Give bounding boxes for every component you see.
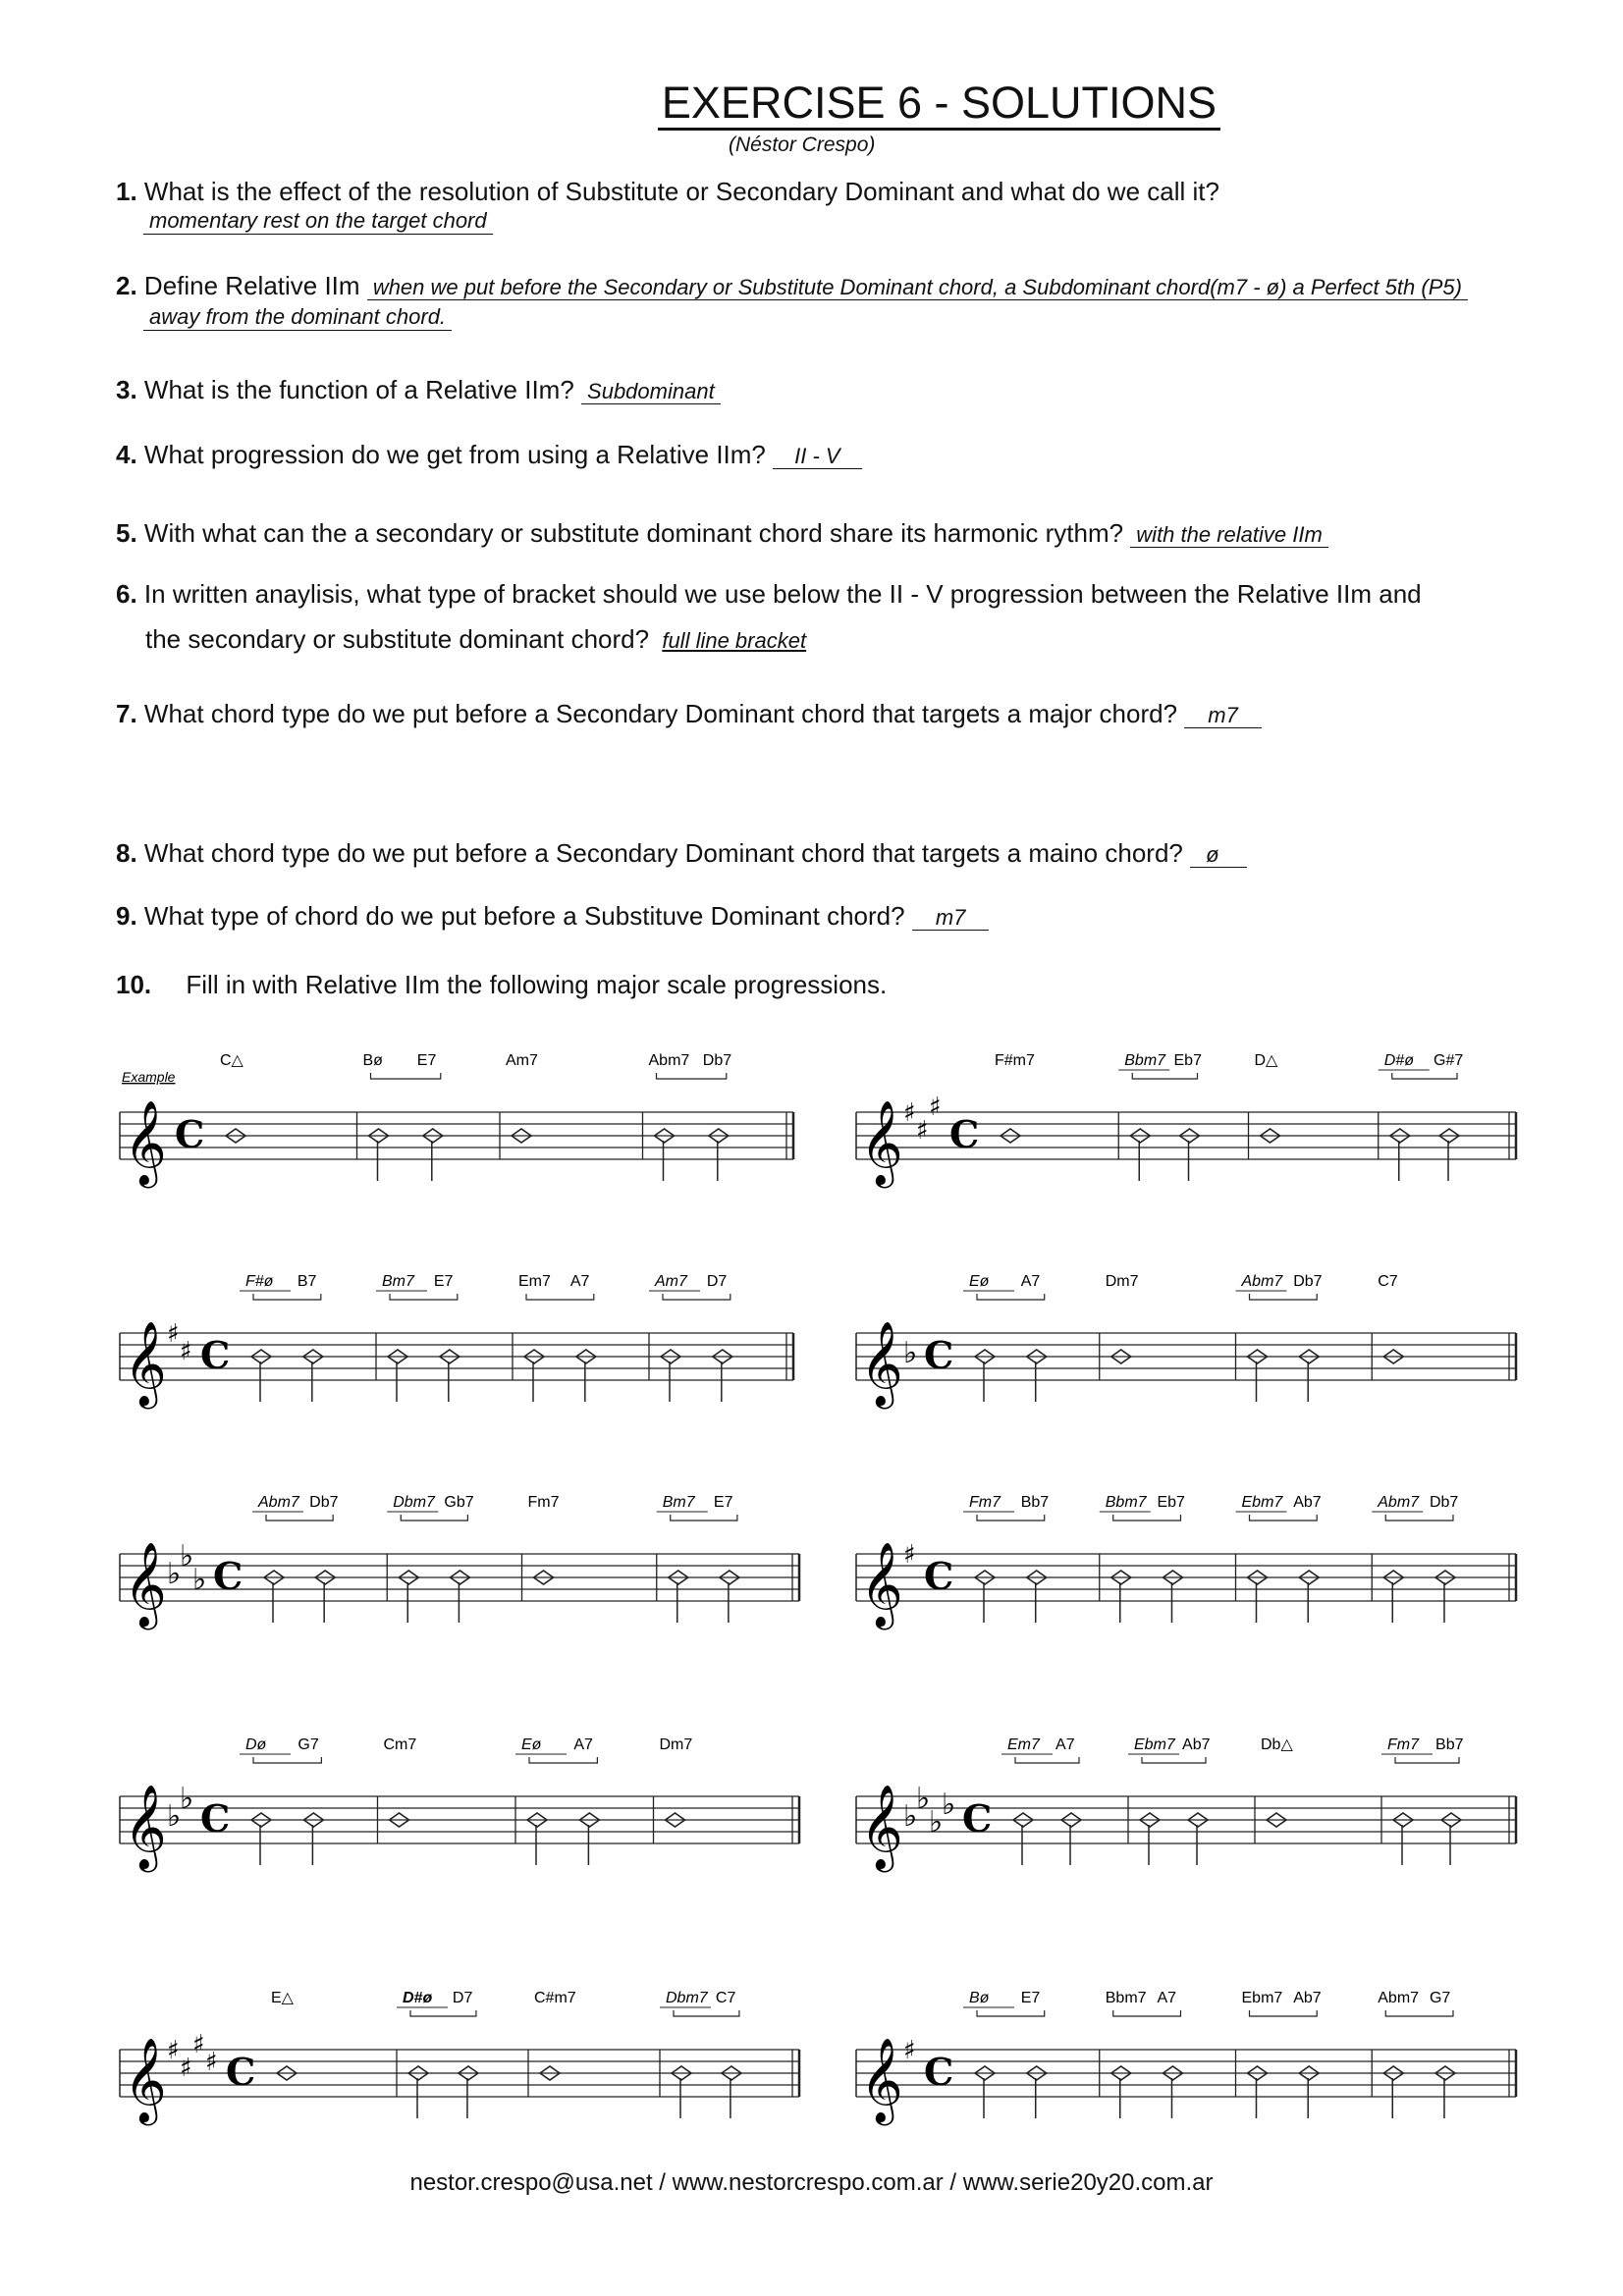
chord-symbol: C7	[715, 1990, 736, 2006]
staff-2	[856, 1052, 1516, 1189]
sharp-icon: ♯	[916, 1116, 929, 1146]
answer-1: momentary rest on the target chord	[143, 208, 493, 235]
question-6-cont: the secondary or substitute dominant chord? full line bracket	[145, 622, 1559, 658]
flat-icon: ♭	[180, 1539, 194, 1574]
common-time-icon: C	[200, 1796, 231, 1841]
chord-symbol: Gb7	[444, 1494, 474, 1511]
common-time-icon: C	[924, 1554, 954, 1598]
chord-symbol: Bbm7	[1124, 1052, 1166, 1069]
chord-symbol: Ab7	[1293, 1494, 1322, 1511]
sharp-icon: ♯	[167, 1319, 180, 1349]
treble-clef-icon: 𝄞	[860, 1321, 903, 1406]
chord-symbol: C△	[220, 1052, 243, 1069]
chord-symbol: Am7	[655, 1273, 687, 1290]
chord-symbol: Db7	[1429, 1494, 1459, 1511]
chord-symbol: Dbm7	[666, 1990, 708, 2006]
chord-symbol: Ab7	[1182, 1736, 1211, 1753]
chord-symbol: Ebm7	[1241, 1494, 1283, 1511]
question-1: 1. What is the effect of the resolution of Substitute or Secondary Dominant and what do we call it?	[116, 177, 1219, 206]
flat-icon: ♭	[903, 1799, 918, 1834]
analysis-bracket	[1395, 1757, 1459, 1763]
analysis-bracket	[410, 2010, 476, 2016]
sharp-icon: ♯	[929, 1093, 942, 1122]
answer-7: m7	[1184, 703, 1262, 728]
chord-symbol: Dm7	[1105, 1273, 1139, 1290]
chord-symbol: Abm7	[1378, 1494, 1420, 1511]
common-time-icon: C	[175, 1112, 205, 1156]
treble-clef-icon: 𝄞	[124, 1542, 167, 1627]
chord-symbol: Bø	[362, 1052, 383, 1069]
chord-symbol: Ab7	[1293, 1990, 1322, 2006]
question-6: 6. In written anaylisis, what type of bracket should we use below the II - V progression between the Relative IIm and	[116, 579, 1422, 609]
common-time-icon: C	[924, 2050, 954, 2094]
analysis-bracket	[253, 1757, 321, 1763]
chord-symbol: A7	[1020, 1273, 1041, 1290]
analysis-bracket	[1250, 1294, 1318, 1300]
chord-symbol: E7	[416, 1052, 437, 1069]
chord-symbol: G7	[1429, 1990, 1451, 2006]
sharp-icon: ♯	[903, 1540, 916, 1570]
sharp-icon: ♯	[167, 2036, 180, 2065]
chord-symbol: Bø	[969, 1990, 990, 2006]
chord-symbol: D#ø	[1383, 1052, 1414, 1069]
chord-symbol: Dø	[245, 1736, 267, 1753]
answer-9: m7	[912, 905, 990, 931]
treble-clef-icon: 𝄞	[860, 1785, 903, 1869]
question-8: 8. What chord type do we put before a Secondary Dominant chord that targets a maino chord? ø	[116, 836, 1530, 872]
analysis-bracket	[977, 1515, 1045, 1521]
analysis-bracket	[1113, 2010, 1181, 2016]
answer-6: full line bracket	[662, 628, 807, 653]
page-title: EXERCISE 6 - SOLUTIONS	[0, 80, 1623, 125]
common-time-icon: C	[200, 1333, 231, 1377]
chord-symbol: A7	[569, 1273, 590, 1290]
staff-7	[120, 1736, 799, 1873]
answer-5: with the relative IIm	[1130, 522, 1328, 548]
chord-symbol: D7	[706, 1273, 728, 1290]
analysis-bracket	[529, 1757, 597, 1763]
question-9: 9. What type of chord do we put before a Substituve Dominant chord? m7	[116, 899, 1530, 934]
chord-symbol: Abm7	[1378, 1990, 1420, 2006]
analysis-bracket	[977, 2010, 1045, 2016]
example-label: Example	[122, 1069, 176, 1085]
staff-1	[120, 1052, 793, 1189]
analysis-bracket	[1015, 1757, 1079, 1763]
treble-clef-icon: 𝄞	[860, 1542, 903, 1627]
chord-symbol: Eb7	[1157, 1494, 1185, 1511]
question-7: 7. What chord type do we put before a Secondary Dominant chord that targets a major chord? m7	[116, 697, 1530, 732]
staff-3	[120, 1273, 793, 1410]
chord-symbol: Dm7	[659, 1736, 693, 1753]
chord-symbol: Eø	[521, 1736, 542, 1753]
chord-symbol: C7	[1378, 1273, 1398, 1290]
author: (Néstor Crespo)	[729, 133, 876, 156]
analysis-bracket	[674, 2010, 739, 2016]
chord-symbol: Db7	[702, 1052, 732, 1069]
chord-symbol: Fm7	[527, 1494, 560, 1511]
flat-icon: ♭	[180, 1782, 194, 1816]
sharp-icon: ♯	[192, 2030, 205, 2059]
answer-3: Subdominant	[581, 379, 721, 404]
analysis-bracket	[1385, 2010, 1453, 2016]
treble-clef-icon: 𝄞	[124, 1100, 167, 1185]
chord-symbol: Am7	[506, 1052, 538, 1069]
analysis-bracket	[253, 1294, 321, 1300]
chord-symbol: Db△	[1261, 1736, 1293, 1753]
chord-symbol: B7	[297, 1273, 317, 1290]
chord-symbol: C#m7	[534, 1990, 576, 2006]
chord-symbol: A7	[1157, 1990, 1177, 2006]
chord-symbol: G7	[298, 1736, 319, 1753]
chord-symbol: G#7	[1434, 1052, 1464, 1069]
analysis-bracket	[1113, 1515, 1181, 1521]
sharp-icon: ♯	[903, 1098, 916, 1128]
chord-symbol: E7	[1020, 1990, 1041, 2006]
answer-8: ø	[1190, 842, 1246, 868]
treble-clef-icon: 𝄞	[124, 2038, 167, 2122]
sharp-icon: ♯	[903, 2036, 916, 2065]
chord-symbol: D7	[452, 1990, 473, 2006]
chord-symbol: Db7	[309, 1494, 339, 1511]
chord-symbol: Bbm7	[1105, 1494, 1147, 1511]
common-time-icon: C	[924, 1333, 954, 1377]
staff-5	[120, 1494, 799, 1630]
analysis-bracket	[1132, 1073, 1197, 1079]
flat-icon: ♭	[167, 1799, 182, 1834]
analysis-bracket	[266, 1515, 333, 1521]
staff-4	[856, 1273, 1516, 1410]
question-4: 4. What progression do we get from using a Relative IIm? II - V	[116, 438, 1530, 473]
chord-symbol: A7	[1055, 1736, 1075, 1753]
common-time-icon: C	[962, 1796, 993, 1841]
treble-clef-icon: 𝄞	[124, 1321, 167, 1406]
chord-symbol: Eø	[969, 1273, 990, 1290]
chord-symbol: Db7	[1293, 1273, 1323, 1290]
analysis-bracket	[1250, 1515, 1318, 1521]
answer-4: II - V	[773, 444, 861, 469]
analysis-bracket	[390, 1294, 458, 1300]
sharp-icon: ♯	[180, 2054, 192, 2083]
analysis-bracket	[1385, 1515, 1453, 1521]
footer-contact: nestor.crespo@usa.net / www.nestorcrespo.com.ar / www.serie20y20.com.ar	[409, 2169, 1214, 2196]
analysis-bracket	[401, 1515, 467, 1521]
flat-icon: ♭	[929, 1805, 944, 1840]
answer-2: when we put before the Secondary or Substitute Dominant chord, a Subdominant chord(m7 - ø) a Perfect 5th (P5)	[367, 275, 1468, 300]
flat-icon: ♭	[167, 1557, 182, 1591]
common-time-icon: C	[226, 2050, 256, 2094]
staff-10	[856, 1990, 1516, 2126]
treble-clef-icon: 𝄞	[124, 1785, 167, 1869]
analysis-bracket	[663, 1294, 730, 1300]
chord-symbol: Ebm7	[1134, 1736, 1175, 1753]
answer-2-cont: away from the dominant chord.	[143, 304, 452, 331]
chord-symbol: Bb7	[1435, 1736, 1464, 1753]
sharp-icon: ♯	[180, 1337, 192, 1366]
question-10: 10. Fill in with Relative IIm the following major scale progressions.	[116, 970, 888, 999]
treble-clef-icon: 𝄞	[860, 2038, 903, 2122]
analysis-bracket	[1392, 1073, 1457, 1079]
question-3: 3. What is the function of a Relative IIm? Subdominant	[116, 373, 1530, 408]
flat-icon: ♭	[192, 1563, 207, 1597]
analysis-bracket	[1250, 2010, 1318, 2016]
chord-symbol: Eb7	[1173, 1052, 1202, 1069]
common-time-icon: C	[213, 1554, 243, 1598]
treble-clef-icon: 𝄞	[860, 1100, 903, 1185]
chord-symbol: Bbm7	[1105, 1990, 1147, 2006]
question-5: 5. With what can the a secondary or substitute dominant chord share its harmonic rythm? with the relative IIm	[116, 516, 1530, 552]
common-time-icon: C	[949, 1112, 980, 1156]
chord-symbol: E7	[433, 1273, 454, 1290]
analysis-bracket	[657, 1073, 727, 1079]
staff-8	[856, 1736, 1516, 1873]
staff-9	[120, 1990, 799, 2126]
flat-icon: ♭	[942, 1788, 956, 1822]
chord-symbol: D△	[1254, 1052, 1278, 1069]
chord-symbol: Cm7	[383, 1736, 417, 1753]
chord-symbol: Abm7	[1241, 1273, 1283, 1290]
flat-icon: ♭	[903, 1336, 918, 1370]
chord-symbol: D#ø	[403, 1990, 433, 2006]
chord-symbol: Bm7	[662, 1494, 695, 1511]
analysis-bracket	[1142, 1757, 1206, 1763]
question-2: 2. Define Relative IIm when we put before the Secondary or Substitute Dominant chord, a Subdominant chord(m7 - ø) a Perfect 5th (P5)	[116, 269, 1530, 304]
analysis-bracket	[977, 1294, 1045, 1300]
chord-symbol: Em7	[518, 1273, 551, 1290]
chord-symbol: Dbm7	[393, 1494, 435, 1511]
analysis-bracket	[371, 1073, 441, 1079]
sharp-icon: ♯	[205, 2048, 218, 2077]
analysis-bracket	[671, 1515, 737, 1521]
chord-symbol: E△	[271, 1990, 294, 2006]
chord-symbol: Ebm7	[1241, 1990, 1283, 2006]
flat-icon: ♭	[916, 1782, 931, 1816]
staff-6	[856, 1494, 1516, 1630]
chord-symbol: Abm7	[258, 1494, 299, 1511]
chord-symbol: A7	[573, 1736, 593, 1753]
chord-symbol: F#m7	[995, 1052, 1035, 1069]
chord-symbol: Abm7	[648, 1052, 690, 1069]
chord-symbol: Em7	[1007, 1736, 1040, 1753]
chord-symbol: F#ø	[245, 1273, 274, 1290]
chord-symbol: Fm7	[1387, 1736, 1419, 1753]
chord-symbol: Bb7	[1020, 1494, 1050, 1511]
chord-symbol: Fm7	[969, 1494, 1001, 1511]
chord-symbol: Bm7	[382, 1273, 414, 1290]
chord-symbol: E7	[713, 1494, 733, 1511]
analysis-bracket	[526, 1294, 594, 1300]
